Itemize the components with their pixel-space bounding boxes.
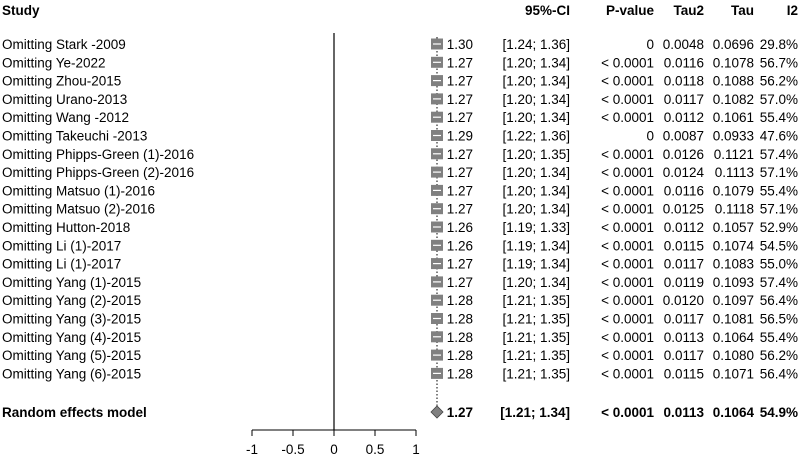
ci-value: [1.21; 1.35]: [502, 293, 570, 309]
i2-value: 57.4%: [759, 274, 798, 290]
ci-value: [1.20; 1.34]: [502, 183, 570, 199]
ci-value: [1.21; 1.35]: [502, 329, 570, 345]
tau-value: 0.0696: [712, 37, 754, 52]
tau2-value: 0.0112: [663, 110, 704, 126]
study-label: Omitting Matsuo (1)-2016: [2, 183, 156, 199]
study-label: Omitting Yang (4)-2015: [2, 329, 142, 345]
header-study: Study: [2, 3, 40, 18]
p-value: < 0.0001: [601, 311, 654, 327]
study-label: Omitting Yang (1)-2015: [2, 274, 142, 290]
estimate-value: 1.26: [446, 220, 473, 235]
tau2-value: 0.0124: [662, 165, 704, 181]
ci-value: [1.20; 1.34]: [502, 55, 570, 71]
study-label: Omitting Yang (5)-2015: [2, 348, 142, 364]
study-label: Omitting Yang (3)-2015: [2, 311, 142, 327]
tau-value: 0.1061: [712, 110, 754, 126]
p-value: < 0.0001: [601, 146, 654, 162]
i2-value: 56.4%: [759, 293, 798, 309]
estimate-value: 1.28: [446, 311, 473, 327]
study-label: Omitting Urano-2013: [2, 91, 128, 107]
study-label: Omitting Ye-2022: [2, 55, 106, 71]
tau-value: 0.1079: [712, 183, 754, 199]
ci-value: [1.20; 1.34]: [502, 274, 570, 290]
tau2-value: 0.0117: [663, 91, 704, 107]
estimate-value: 1.27: [446, 55, 473, 71]
p-value: < 0.0001: [601, 366, 654, 382]
study-label: Omitting Li (1)-2017: [2, 256, 122, 272]
study-label: Omitting Phipps-Green (1)-2016: [2, 146, 195, 162]
tau-value: 0.1057: [712, 220, 754, 235]
summary-tau: 0.1064: [712, 405, 754, 420]
tau2-value: 0.0117: [663, 348, 704, 364]
study-label: Omitting Stark -2009: [2, 37, 126, 52]
tau2-value: 0.0087: [662, 128, 704, 144]
tau2-value: 0.0113: [663, 329, 704, 345]
tau2-value: 0.0117: [663, 311, 704, 327]
tau-value: 0.1113: [714, 165, 754, 181]
summary-estimate: 1.27: [446, 405, 473, 420]
study-label: Omitting Li (1)-2017: [2, 238, 122, 254]
p-value: < 0.0001: [601, 183, 654, 199]
estimate-value: 1.28: [446, 366, 473, 382]
tau-value: 0.1064: [712, 329, 754, 345]
p-value: 0: [646, 128, 654, 144]
tau2-value: 0.0120: [662, 293, 704, 309]
p-value: < 0.0001: [601, 110, 654, 126]
x-tick-label: -0.5: [281, 442, 305, 457]
summary-diamond: [431, 406, 443, 418]
estimate-value: 1.28: [446, 293, 473, 309]
ci-value: [1.21; 1.35]: [502, 311, 570, 327]
estimate-value: 1.27: [446, 256, 473, 272]
estimate-value: 1.27: [446, 274, 473, 290]
i2-value: 52.9%: [759, 220, 798, 235]
estimate-value: 1.28: [446, 348, 473, 364]
header-tau2: Tau2: [673, 3, 704, 18]
ci-value: [1.21; 1.35]: [502, 366, 570, 382]
tau2-value: 0.0048: [662, 37, 704, 52]
p-value: < 0.0001: [601, 256, 654, 272]
ci-value: [1.19; 1.34]: [502, 256, 570, 272]
ci-value: [1.22; 1.36]: [502, 128, 570, 144]
tau-value: 0.1080: [712, 348, 754, 364]
i2-value: 55.4%: [759, 183, 798, 199]
tau-value: 0.1093: [712, 274, 754, 290]
tau2-value: 0.0116: [663, 55, 704, 71]
i2-value: 29.8%: [759, 37, 798, 52]
tau2-value: 0.0126: [662, 146, 704, 162]
estimate-value: 1.27: [446, 183, 473, 199]
i2-value: 55.4%: [759, 110, 798, 126]
study-label: Omitting Hutton-2018: [2, 220, 131, 235]
tau-value: 0.1121: [713, 146, 754, 162]
estimate-value: 1.27: [446, 201, 473, 217]
estimate-value: 1.27: [446, 91, 473, 107]
i2-value: 56.2%: [759, 73, 798, 89]
tau-value: 0.1083: [712, 256, 754, 272]
tau-value: 0.1078: [712, 55, 754, 71]
i2-value: 55.0%: [759, 256, 798, 272]
i2-value: 56.5%: [759, 311, 798, 327]
tau-value: 0.1081: [712, 311, 754, 327]
header-i2: I2: [786, 3, 798, 18]
ci-value: [1.19; 1.33]: [502, 220, 570, 235]
tau-value: 0.0933: [712, 128, 754, 144]
tau2-value: 0.0125: [662, 201, 704, 217]
tau-value: 0.1118: [714, 201, 754, 217]
estimate-value: 1.29: [446, 128, 473, 144]
summary-pvalue: < 0.0001: [601, 405, 654, 420]
tau-value: 0.1097: [712, 293, 754, 309]
p-value: < 0.0001: [601, 220, 654, 235]
i2-value: 56.2%: [759, 348, 798, 364]
p-value: < 0.0001: [601, 293, 654, 309]
tau2-value: 0.0115: [663, 366, 704, 382]
estimate-value: 1.26: [446, 238, 473, 254]
summary-label: Random effects model: [2, 405, 147, 420]
p-value: < 0.0001: [601, 348, 654, 364]
p-value: < 0.0001: [601, 55, 654, 71]
ci-value: [1.20; 1.35]: [502, 146, 570, 162]
summary-ci: [1.21; 1.34]: [500, 405, 570, 420]
ci-value: [1.20; 1.34]: [502, 165, 570, 181]
header-pvalue: P-value: [605, 3, 654, 18]
study-label: Omitting Wang -2012: [2, 110, 130, 126]
header-tau: Tau: [731, 3, 754, 18]
tau-value: 0.1082: [712, 91, 754, 107]
ci-value: [1.20; 1.34]: [502, 73, 570, 89]
estimate-value: 1.27: [446, 165, 473, 181]
tau2-value: 0.0116: [663, 183, 704, 199]
ci-value: [1.20; 1.34]: [502, 91, 570, 107]
p-value: 0: [646, 37, 654, 52]
p-value: < 0.0001: [601, 201, 654, 217]
x-tick-label: -1: [245, 442, 259, 457]
tau2-value: 0.0119: [663, 274, 704, 290]
p-value: < 0.0001: [601, 165, 654, 181]
ci-value: [1.20; 1.34]: [502, 201, 570, 217]
summary-i2: 54.9%: [759, 405, 798, 420]
tau-value: 0.1071: [712, 366, 754, 382]
x-tick-label: 0: [330, 442, 338, 457]
estimate-value: 1.27: [446, 110, 473, 126]
study-label: Omitting Takeuchi -2013: [2, 128, 148, 144]
p-value: < 0.0001: [601, 274, 654, 290]
estimate-value: 1.27: [446, 73, 473, 89]
i2-value: 56.7%: [759, 55, 798, 71]
p-value: < 0.0001: [601, 329, 654, 345]
study-label: Omitting Phipps-Green (2)-2016: [2, 165, 195, 181]
study-label: Omitting Matsuo (2)-2016: [2, 201, 156, 217]
i2-value: 47.6%: [759, 128, 798, 144]
i2-value: 54.5%: [759, 238, 798, 254]
p-value: < 0.0001: [601, 91, 654, 107]
tau2-value: 0.0115: [663, 238, 704, 254]
tau2-value: 0.0117: [663, 256, 704, 272]
estimate-value: 1.28: [446, 329, 473, 345]
i2-value: 55.4%: [759, 329, 798, 345]
ci-value: [1.19; 1.34]: [502, 238, 570, 254]
tau2-value: 0.0118: [663, 73, 704, 89]
tau-value: 0.1088: [712, 73, 754, 89]
estimate-value: 1.27: [446, 146, 473, 162]
header-ci: 95%-CI: [524, 3, 570, 18]
i2-value: 57.0%: [759, 91, 798, 107]
ci-value: [1.24; 1.36]: [502, 37, 570, 52]
i2-value: 57.1%: [759, 201, 798, 217]
study-label: Omitting Yang (6)-2015: [2, 366, 142, 382]
x-tick-label: 1: [412, 442, 420, 457]
p-value: < 0.0001: [601, 73, 654, 89]
tau2-value: 0.0112: [663, 220, 704, 235]
ci-value: [1.20; 1.34]: [502, 110, 570, 126]
estimate-value: 1.30: [446, 37, 473, 52]
ci-value: [1.21; 1.35]: [502, 348, 570, 364]
tau-value: 0.1074: [712, 238, 754, 254]
summary-tau2: 0.0113: [663, 405, 704, 420]
i2-value: 56.4%: [759, 366, 798, 382]
i2-value: 57.1%: [759, 165, 798, 181]
i2-value: 57.4%: [759, 146, 798, 162]
study-label: Omitting Yang (2)-2015: [2, 293, 142, 309]
p-value: < 0.0001: [601, 238, 654, 254]
x-tick-label: 0.5: [365, 442, 385, 457]
study-label: Omitting Zhou-2015: [2, 73, 122, 89]
